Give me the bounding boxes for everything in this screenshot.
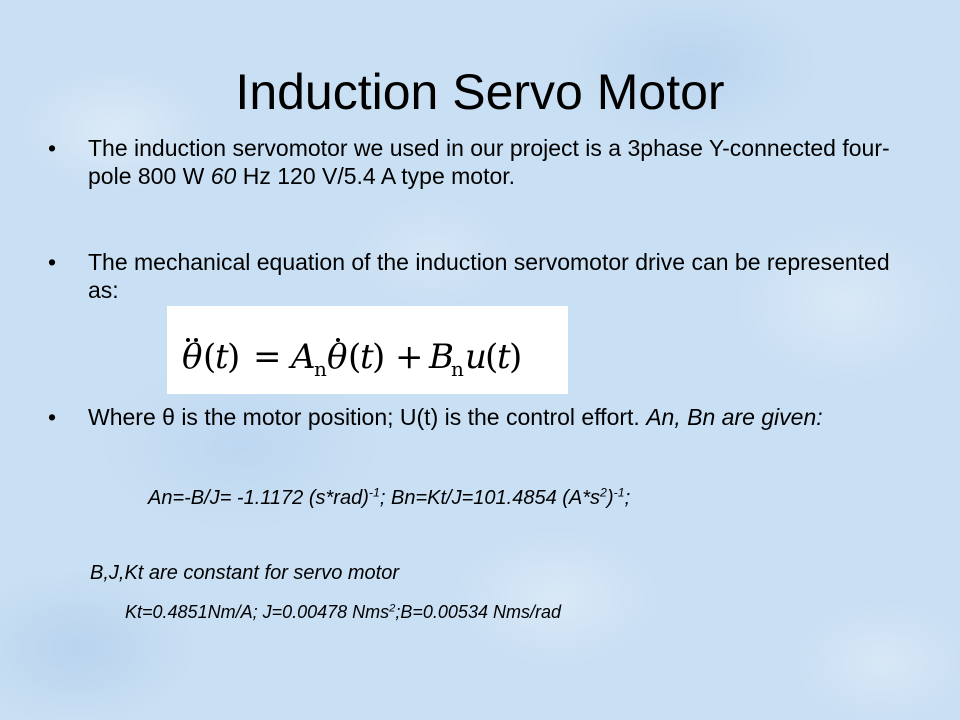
bullet-variables (48, 403, 908, 431)
plus-sign: + (395, 337, 424, 377)
svg-text:): ) (227, 337, 241, 377)
coef-b: B (429, 337, 454, 377)
equals-sign: = (253, 337, 282, 377)
time-variable: t (497, 337, 511, 377)
bullet-marker: • (48, 135, 57, 161)
bullet-marker: • (48, 249, 57, 275)
equation-image (167, 306, 568, 394)
slide-title: Induction Servo Motor (235, 64, 725, 120)
coef-a-subscript: n (314, 357, 327, 381)
bullet-motor-description (48, 134, 908, 190)
coef-b-subscript: n (451, 357, 464, 381)
svg-text:): ) (509, 337, 523, 377)
bullet-text: Where θ is the motor position; U(t) is the control effort. An, Bn are given: (88, 404, 823, 430)
coefficients-line: An=-B/J= -1.1172 $(s*rad)^{-1}$; Bn=Kt/J=101.4854 $(A*s^2)^{-1}$; (148, 485, 631, 509)
theta-symbol: θ (182, 337, 203, 377)
bullet-text: The mechanical equation of the induction servomotor drive can be represented as: (88, 249, 890, 303)
bullet-text: The induction servomotor we used in our project is a 3phase Y-connected four-pole 800 W 60 Hz 120 V/5.4 A type motor. (88, 135, 890, 189)
time-variable: t (360, 337, 374, 377)
svg-text:(: ( (485, 337, 499, 377)
svg-text:(: ( (348, 337, 362, 377)
control-input: u (465, 337, 487, 377)
svg-text:): ) (372, 337, 386, 377)
equation-graphic (167, 306, 568, 394)
bullet-mechanical-equation (48, 248, 908, 304)
theta-symbol: θ (327, 337, 348, 377)
svg-text:(: ( (203, 337, 217, 377)
motor-constants-line: Kt=0.4851Nm/A; J=0.00478 Nms$^2$;B=0.00534 Nms/rad (125, 602, 561, 622)
constants-note: B,J,Kt are constant for servo motor (90, 562, 400, 584)
coef-a: A (291, 337, 316, 377)
bullet-marker: • (48, 404, 57, 430)
time-variable: t (215, 337, 229, 377)
